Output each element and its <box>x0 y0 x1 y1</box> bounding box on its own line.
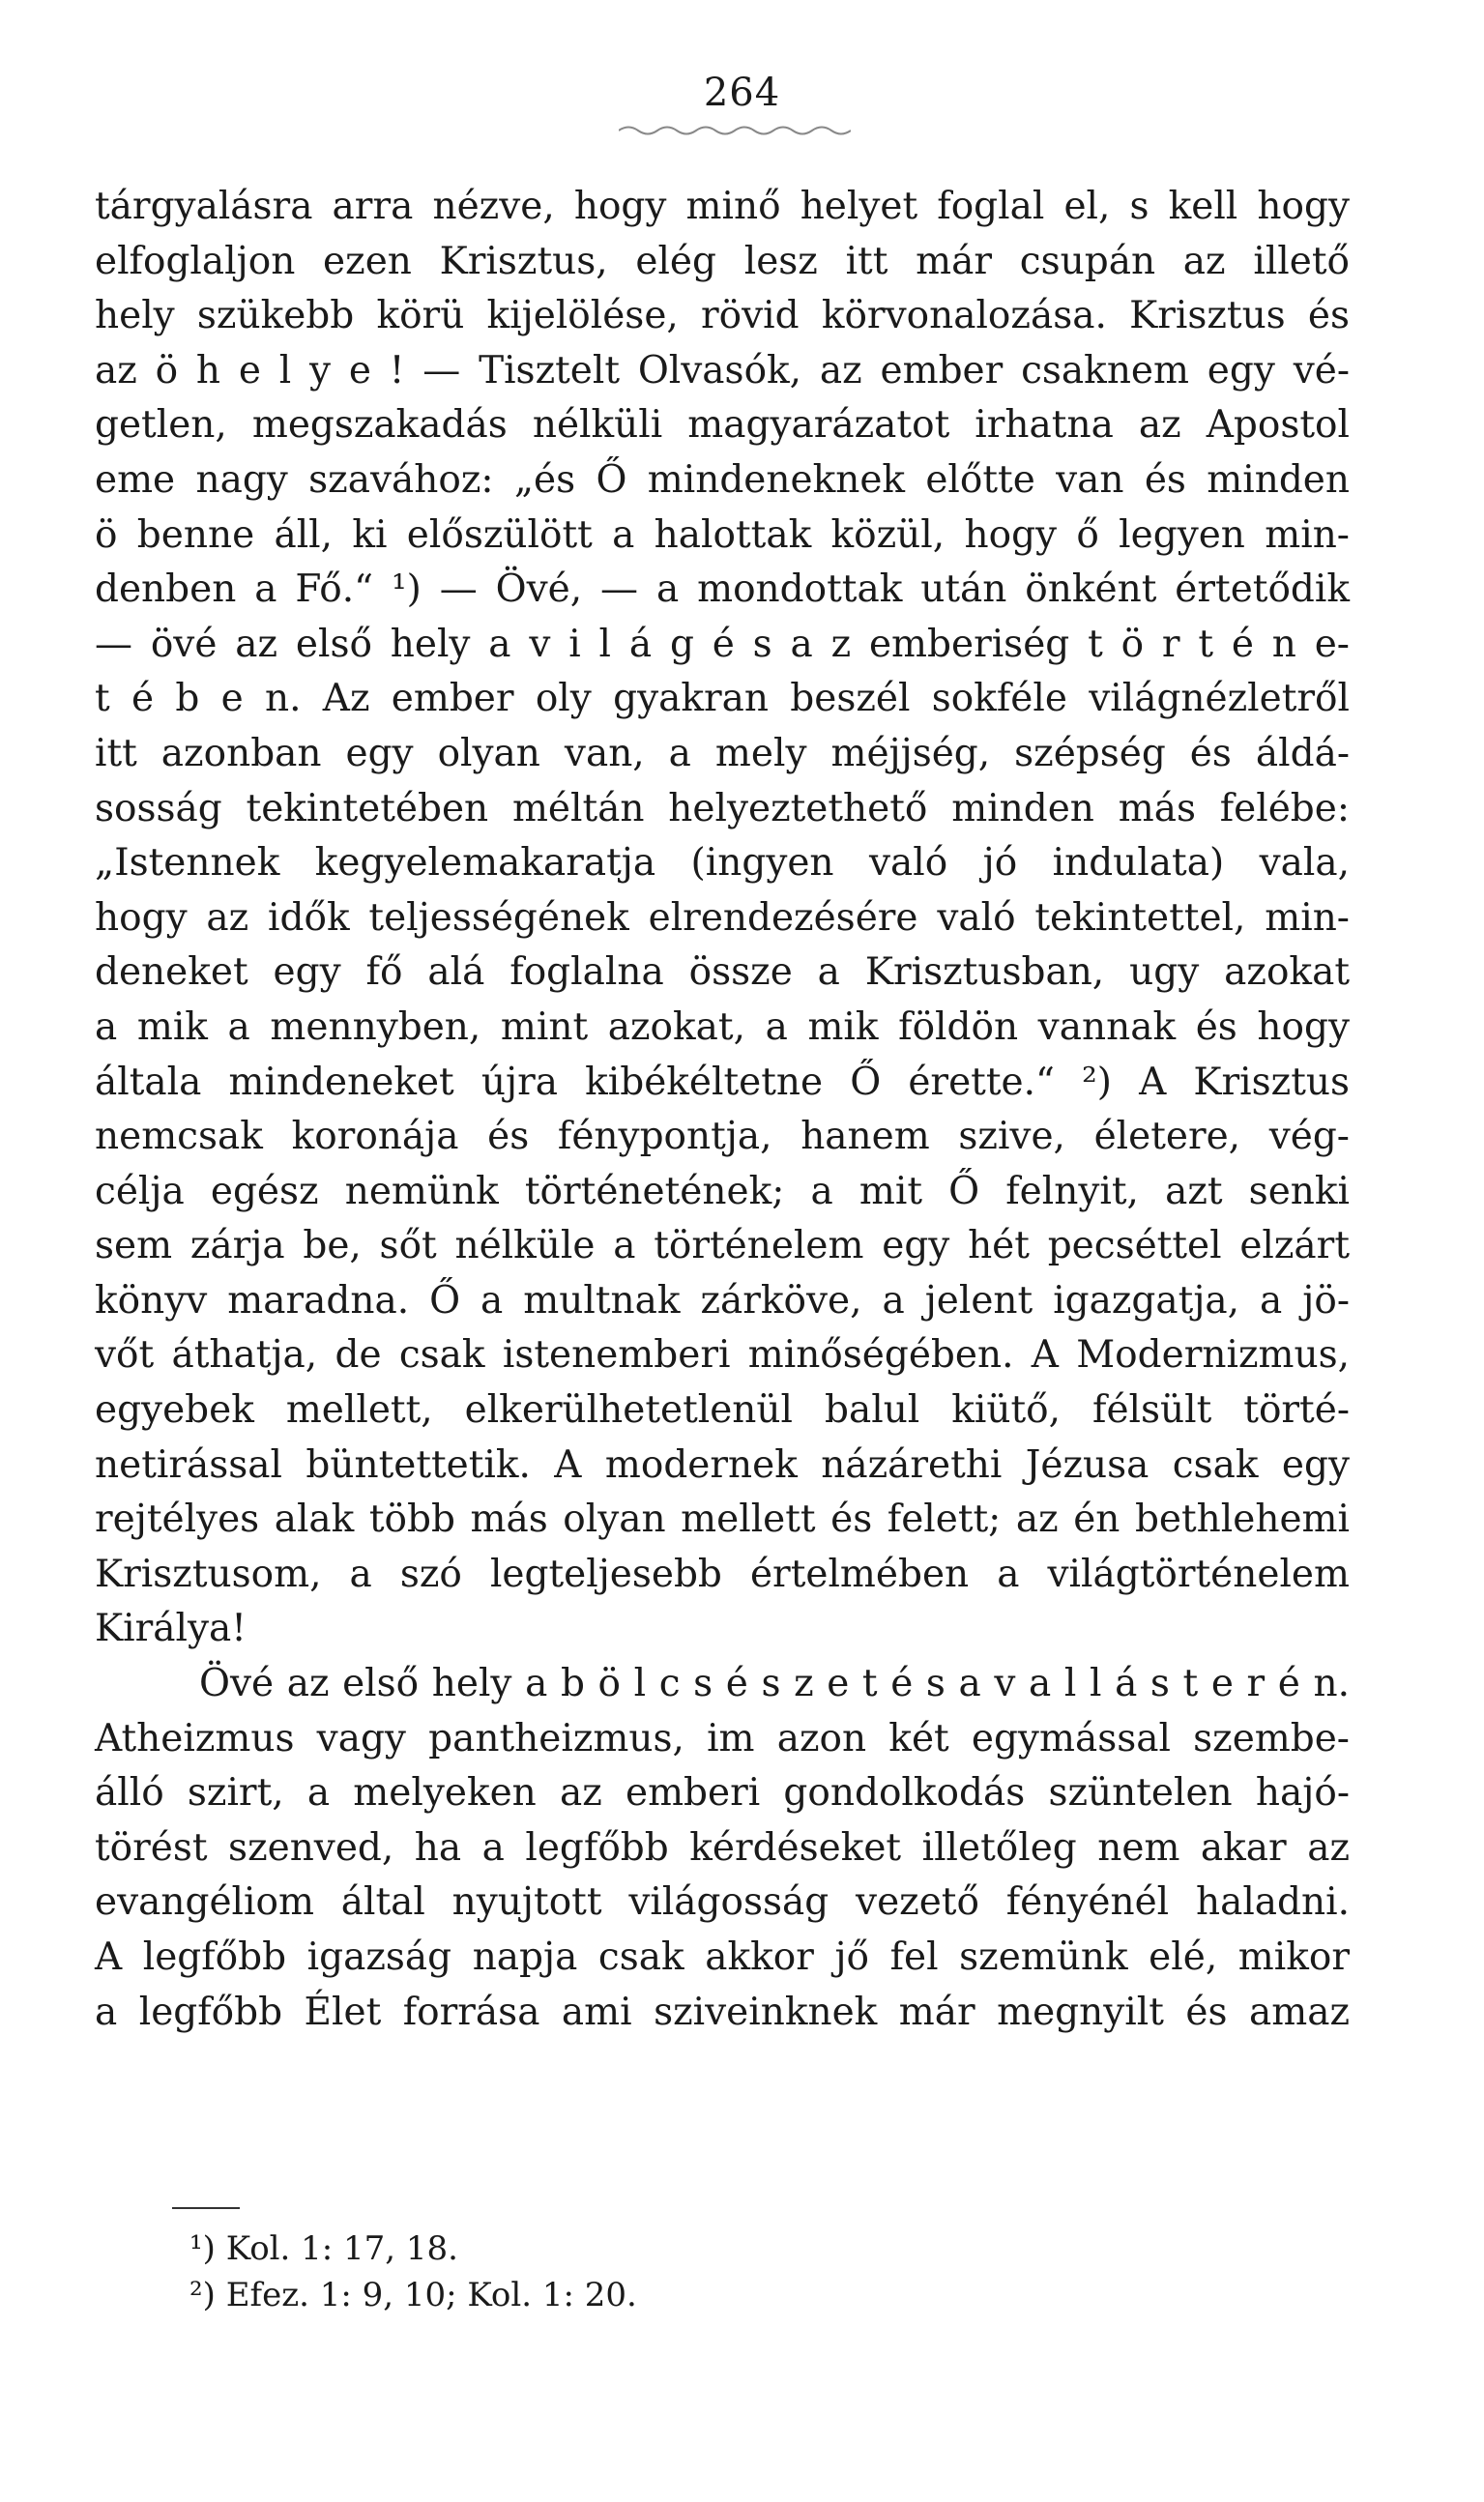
text-line: „Istennek kegyelemakaratja (ingyen való jó indulata) vala, <box>95 841 1350 886</box>
page-number-ornament <box>619 124 851 137</box>
page-number: 264 <box>703 71 781 115</box>
text-line: az ö h e l y e ! — Tisztelt Olvasók, az ember csaknem egy vé- <box>95 348 1350 393</box>
text-line: álló szirt, a melyeken az emberi gondolkodás szüntelen hajó- <box>95 1771 1350 1816</box>
text-line: sosság tekintetében méltán helyeztethető minden más felébe: <box>95 786 1350 830</box>
text-line: tárgyalásra arra nézve, hogy minő helyet foglal el, s kell hogy <box>95 185 1350 228</box>
text-line: ö benne áll, ki előszülött a halottak közül, hogy ő legyen min- <box>95 512 1350 557</box>
text-line: getlen, megszakadás nélküli magyarázatot irhatna az Apostol <box>95 403 1350 448</box>
text-line: törést szenved, ha a legfőbb kérdéseket illetőleg nem akar az <box>95 1825 1350 1870</box>
text-line: célja egész nemünk történetének; a mit Ő felnyit, azt senki <box>95 1169 1350 1213</box>
text-line: t é b e n. Az ember oly gyakran beszél sokféle világnézletről <box>95 677 1350 721</box>
footnote: ¹) Kol. 1: 17, 18. <box>189 2229 458 2268</box>
text-line: Királya! <box>95 1607 247 1651</box>
text-line: eme nagy szavához: „és Ő mindeneknek előtte van és minden <box>95 457 1350 502</box>
text-line: egyebek mellett, elkerülhetetlenül balul kiütő, félsült törté- <box>95 1388 1350 1433</box>
body-text <box>95 180 1350 2040</box>
footnotes <box>189 2226 1060 2318</box>
text-line: deneket egy fő alá foglalna össze a Krisztusban, ugy azokat <box>95 950 1350 995</box>
text-line: sem zárja be, sőt nélküle a történelem egy hét pecséttel elzárt <box>95 1224 1350 1268</box>
footnote: ²) Efez. 1: 9, 10; Kol. 1: 20. <box>189 2276 637 2314</box>
footnote-divider <box>172 2207 240 2209</box>
text-line: rejtélyes alak több más olyan mellett és felett; az én bethlehemi <box>95 1498 1350 1542</box>
text-line: Krisztusom, a szó legteljesebb értelmében a világtörténelem <box>95 1552 1350 1596</box>
text-line: netirással büntettetik. A modernek názárethi Jézusa csak egy <box>95 1442 1350 1487</box>
text-line: — övé az első hely a v i l á g é s a z emberiség t ö r t é n e- <box>95 622 1350 666</box>
text-line: hely szükebb körü kijelölése, rövid körvonalozása. Krisztus és <box>95 294 1350 338</box>
text-line: könyv maradna. Ő a multnak zárköve, a jelent igazgatja, a jö- <box>95 1278 1350 1323</box>
text-line: evangéliom által nyujtott világosság vezető fényénél haladni. <box>95 1880 1350 1925</box>
text-line: a mik a mennyben, mint azokat, a mik földön vannak és hogy <box>95 1004 1350 1049</box>
text-line: Atheizmus vagy pantheizmus, im azon két egymással szembe- <box>95 1716 1350 1760</box>
text-line: a legfőbb Élet forrása ami sziveinknek már megnyilt és amaz <box>95 1990 1350 2034</box>
text-line: elfoglaljon ezen Krisztus, elég lesz itt már csupán az illető <box>95 239 1350 283</box>
text-line: itt azonban egy olyan van, a mely méjjség, szépség és áldá- <box>95 731 1350 775</box>
text-line: denben a Fő.“ ¹) — Övé, — a mondottak után önként értetődik <box>95 567 1350 612</box>
text-line: vőt áthatja, de csak istenemberi minőségében. A Modernizmus, <box>95 1333 1350 1378</box>
text-line: A legfőbb igazság napja csak akkor jő fel szemünk elé, mikor <box>95 1935 1350 1979</box>
text-line: nemcsak koronája és fénypontja, hanem szive, életere, vég- <box>95 1115 1350 1159</box>
text-line: hogy az idők teljességének elrendezésére való tekintettel, min- <box>95 895 1350 940</box>
text-line: Övé az első hely a b ö l c s é s z e t é s a v a l l á s t e r é n. <box>199 1662 1350 1706</box>
text-line: általa mindeneket újra kibékéltetne Ő érette.“ ²) A Krisztus <box>95 1060 1350 1104</box>
